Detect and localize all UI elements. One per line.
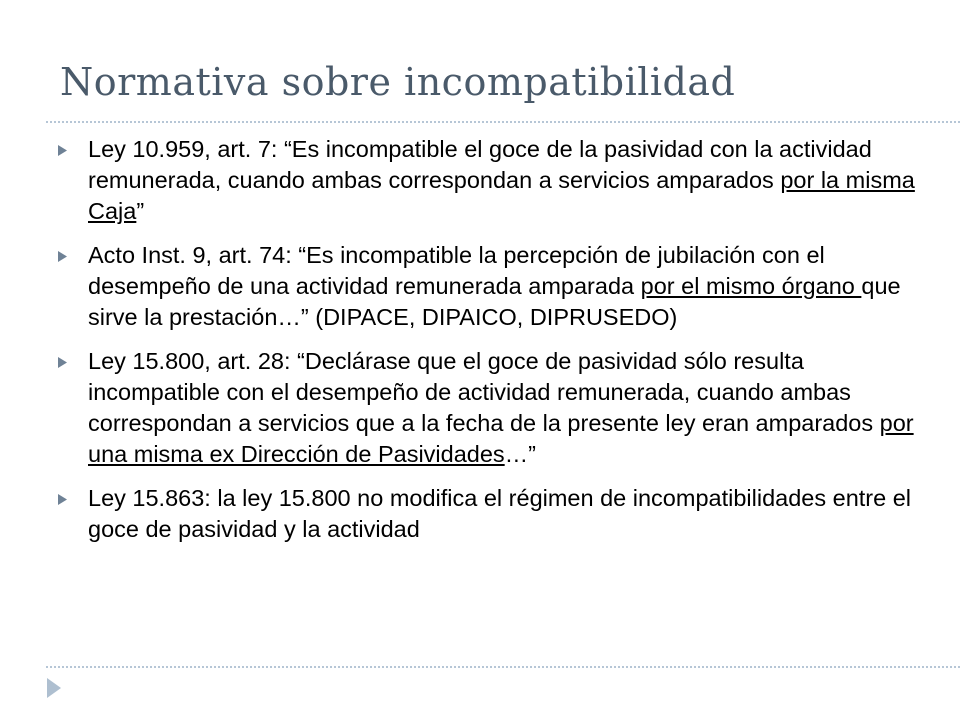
triangle-bullet-icon bbox=[58, 251, 67, 262]
bullet-ley-10959 bbox=[57, 134, 937, 227]
corner-triangle-icon bbox=[47, 678, 61, 698]
bullet-ley-15800 bbox=[57, 346, 937, 470]
bullet-text: Ley 15.863: la ley 15.800 no modifica el régimen de incompatibilidades entre el goce de pasividad y la actividad bbox=[88, 485, 912, 542]
bullet-acto-inst-9 bbox=[57, 240, 937, 333]
bullet-text: Ley 15.800, art. 28: “Declárase que el goce de pasividad sólo resulta incompatible con el desempeño de actividad remunerada, cuando ambas correspondan a servicios que a la fecha de la presente ley eran amparados bbox=[88, 348, 880, 436]
triangle-bullet-icon bbox=[58, 494, 67, 505]
underlined-phrase: por una misma ex Dirección de Pasividades bbox=[88, 410, 914, 467]
title-divider bbox=[46, 121, 960, 123]
slide-title: Normativa sobre incompatibilidad bbox=[60, 60, 736, 104]
bullet-text-tail: ” bbox=[136, 198, 145, 224]
footer-divider bbox=[46, 666, 960, 668]
bullet-text-tail: que sirve la prestación…” (DIPACE, DIPAICO, DIPRUSEDO) bbox=[88, 273, 901, 330]
triangle-bullet-icon bbox=[58, 357, 67, 368]
triangle-bullet-icon bbox=[58, 145, 67, 156]
underlined-phrase: por el mismo órgano bbox=[640, 273, 862, 299]
underlined-phrase: por la misma Caja bbox=[88, 167, 915, 224]
bullet-list bbox=[57, 134, 937, 558]
bullet-text: Acto Inst. 9, art. 74: “Es incompatible la percepción de jubilación con el desempeño de una actividad remunerada amparada bbox=[88, 242, 825, 299]
bullet-text: Ley 10.959, art. 7: “Es incompatible el goce de la pasividad con la actividad remunerada, cuando ambas correspondan a servicios amparados bbox=[88, 136, 872, 193]
bullet-text-tail: …” bbox=[504, 441, 536, 467]
bullet-ley-15863 bbox=[57, 483, 937, 545]
